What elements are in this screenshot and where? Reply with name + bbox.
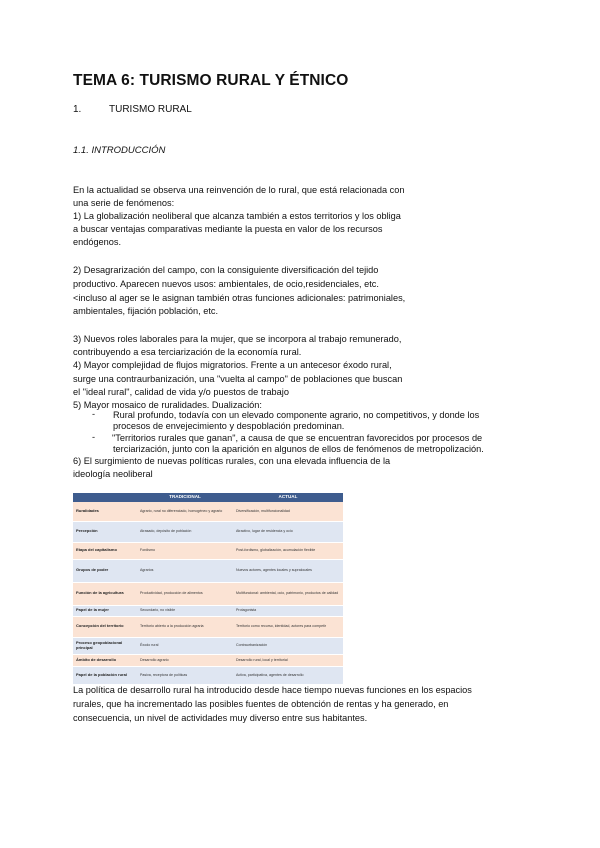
body-line: productivo. Aparecen nuevos usos: ambientales, de ocio,residenciales, etc. (73, 279, 379, 289)
table-cell: Desarrollo agrario (137, 654, 233, 666)
body-line: ideología neoliberal (73, 469, 153, 479)
table-header-row (73, 493, 343, 502)
table-row (73, 521, 343, 542)
body-line: el "ideal rural", calidad de vida y/o puestos de trabajo (73, 387, 289, 397)
body-line: 5) Mayor mosaico de ruralidades. Dualización: (73, 400, 262, 410)
table-cell: Éxodo rural (137, 637, 233, 654)
table-cell: Etapa del capitalismo (73, 542, 137, 559)
table-cell: Activa, participativa, agentes de desarrollo (233, 666, 343, 684)
body-line: 4) Mayor complejidad de flujos migratorios. Frente a un antecesor éxodo rural, (73, 360, 392, 370)
section-heading (73, 104, 192, 115)
body-line: En la actualidad se observa una reinvención de lo rural, que está relacionada con (73, 185, 405, 195)
table-cell: Agrarios (137, 559, 233, 582)
table-cell: Atractivo, lugar de residencia y ocio (233, 521, 343, 542)
list-dash: - (92, 409, 96, 419)
table-row (73, 502, 343, 521)
comparison-table (73, 493, 343, 685)
table-row (73, 605, 343, 616)
list-item-line: procesos de envejecimiento y despoblación predominan. (113, 421, 345, 431)
table-row (73, 559, 343, 582)
body-line: una serie de fenómenos: (73, 198, 175, 208)
closing-line: consecuencia, un nivel de actividades muy diverso entre sus habitantes. (73, 713, 368, 723)
table-cell: Papel de la mujer (73, 605, 137, 616)
table-cell: Nuevos actores, agentes locales y supralocales (233, 559, 343, 582)
body-line: contribuyendo a esa terciarización de la economía rural. (73, 347, 302, 357)
table-cell: Desarrollo rural, local y territorial (233, 654, 343, 666)
table-cell: Atrasado, depósito de población (137, 521, 233, 542)
list-dash: - (92, 432, 96, 442)
document-title: TEMA 6: TURISMO RURAL Y ÉTNICO (73, 72, 349, 89)
body-line: <incluso al ager se le asignan también otras funciones adicionales: patrimoniales, (73, 293, 406, 303)
table-cell: Ruralidades (73, 502, 137, 521)
body-line: ambientales, fijación población, etc. (73, 306, 219, 316)
list-item-line: Rural profundo, todavía con un elevado componente agrario, no competitivos, y donde los (113, 410, 480, 420)
table-cell: Grupos de poder (73, 559, 137, 582)
table-cell: Post-fordismo, globalización, acumulación flexible (233, 542, 343, 559)
closing-line: rurales, que ha incrementado las posibles fuentes de obtención de rentas y ha generado, en (73, 699, 449, 709)
body-line: 2) Desagrarización del campo, con la consiguiente diversificación del tejido (73, 265, 379, 275)
body-line: a buscar ventajas comparativas mediante la puesta en valor de los recursos (73, 224, 383, 234)
body-line: 3) Nuevos roles laborales para la mujer, que se incorpora al trabajo remunerado, (73, 334, 402, 344)
table-row (73, 654, 343, 666)
table-row (73, 542, 343, 559)
table-cell: Fordismo (137, 542, 233, 559)
table-cell: Territorio abierto a la producción agraria (137, 616, 233, 637)
table-row (73, 582, 343, 605)
section-label: TURISMO RURAL (109, 104, 192, 115)
table-cell: Multifuncional: ambiental, ocio, patrimonio, productos de calidad (233, 582, 343, 605)
table-cell: Papel de la población rural (73, 666, 137, 684)
table-cell: Función de la agricultura (73, 582, 137, 605)
body-line: endógenos. (73, 237, 122, 247)
list-item-line: terciarización, junto con la aparición en algunos de ellos de fenómenos de metropolización. (113, 444, 484, 454)
table-cell: Ámbito de desarrollo (73, 654, 137, 666)
table-cell: Protagonista (233, 605, 343, 616)
table-cell: Productividad, producción de alimentos (137, 582, 233, 605)
table-header (73, 493, 137, 502)
table-cell: Proceso geopoblacional principal (73, 637, 137, 654)
table-cell: Territorio como recurso, identidad, actores para competir (233, 616, 343, 637)
section-number: 1. (73, 104, 82, 115)
table-cell: Concepción del territorio (73, 616, 137, 637)
table-cell: Diversificación, multifuncionalidad (233, 502, 343, 521)
body-line: surge una contraurbanización, una "vuelta al campo" de poblaciones que buscan (73, 374, 403, 384)
table-row (73, 637, 343, 654)
table-cell: Agrario, rural no diferenciado, homogéneo y agrario (137, 502, 233, 521)
body-line: 1) La globalización neoliberal que alcanza también a estos territorios y los obliga (73, 211, 401, 221)
body-line: 6) El surgimiento de nuevas políticas rurales, con una elevada influencia de la (73, 456, 391, 466)
table-header: ACTUAL (233, 493, 343, 502)
table-cell: Pasiva, receptora de políticas (137, 666, 233, 684)
table-header: TRADICIONAL (137, 493, 233, 502)
closing-line: La política de desarrollo rural ha introducido desde hace tiempo nuevas funciones en los espacios (73, 685, 472, 695)
table-row (73, 616, 343, 637)
list-item-line: "Territorios rurales que ganan", a causa de que se encuentran favorecidos por procesos de (112, 433, 483, 443)
subsection-heading: 1.1. INTRODUCCIÓN (73, 145, 166, 156)
table-cell: Percepción (73, 521, 137, 542)
table-cell: Contraurbanización (233, 637, 343, 654)
table-cell: Secundario, no visible (137, 605, 233, 616)
table-row (73, 666, 343, 684)
